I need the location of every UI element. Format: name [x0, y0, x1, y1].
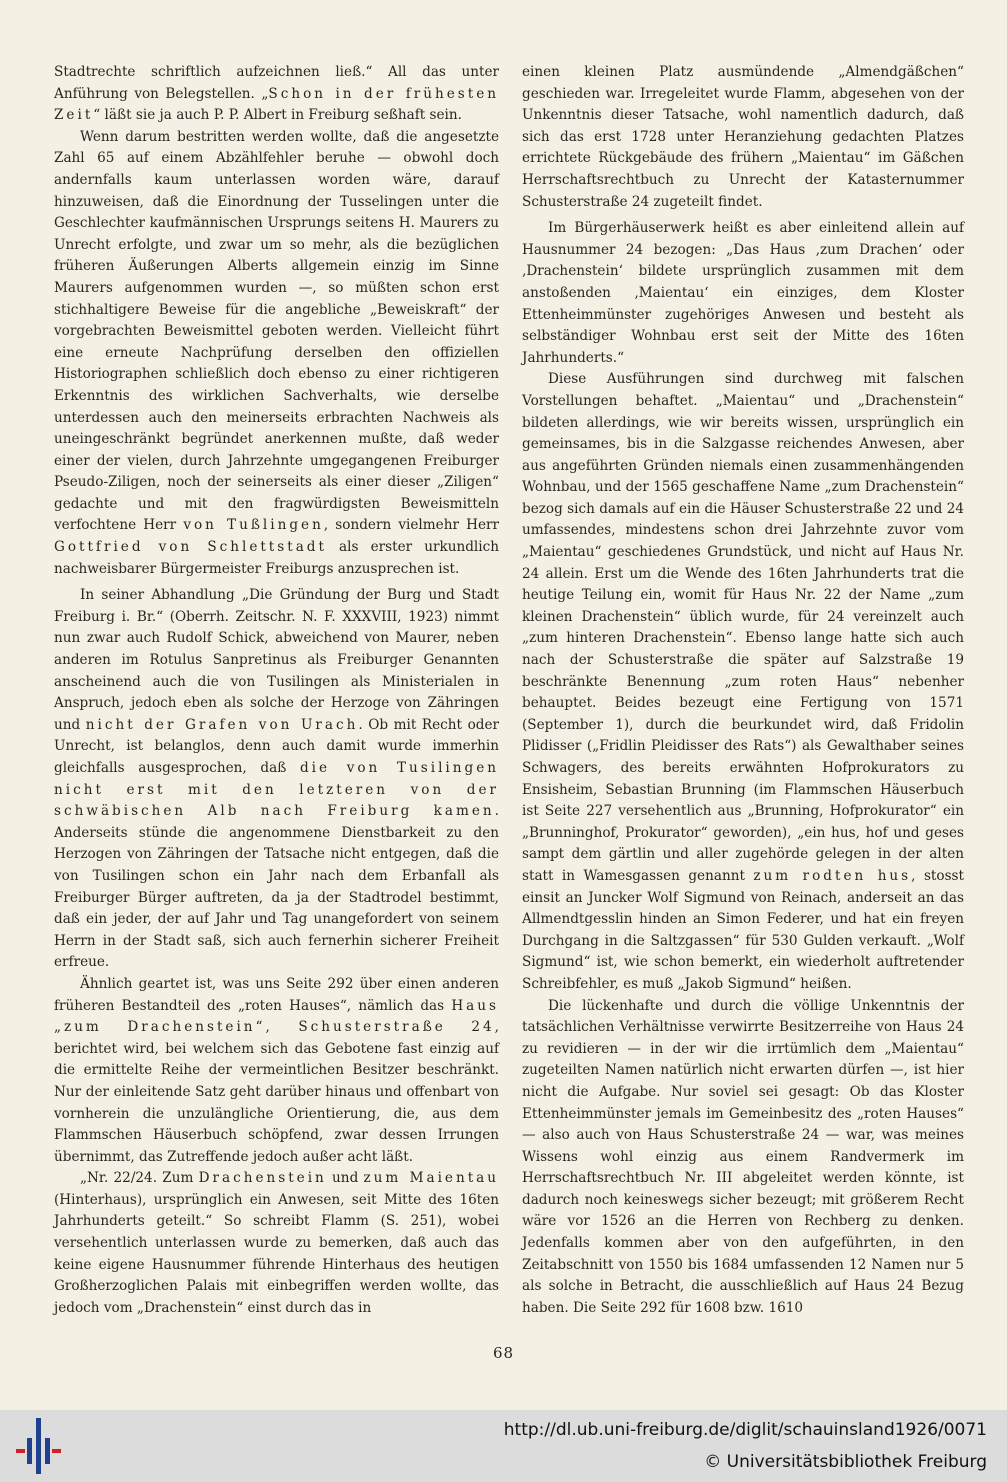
paragraph	[522, 62, 964, 213]
paragraph-text: In seiner Abhandlung „Die Gründung der Burg und Stadt Freiburg i. Br.“ (Oberrh. Zeitschr. N. F. XXXVIII, 1923) nimmt nun zwar auch Rudolf Schick, abweichend von Maurer, neben anderen im Rotulus Sanpretinus als Freiburger Genannten anscheinend auch die von Tusilingen als Ministerialen in Anspruch, jedoch eben als solche der Herzoge von Zähringen und	[54, 587, 499, 733]
paragraph-text: Stadtrechte schriftlich aufzeichnen ließ.“ All das unter Anführung von Belegstellen. „	[54, 64, 499, 102]
paragraph-text: als erster urkundlich nachweisbarer Bürgermeister Freiburgs anzusprechen ist.	[54, 539, 499, 577]
spaced-emphasis-text: die von Tusilingen nicht erst mit den letzteren von der schwäbischen Alb nach Freiburg kamen	[54, 760, 499, 820]
spaced-emphasis-text: Schon in der frühesten Zeit	[54, 85, 499, 124]
paragraph	[54, 974, 499, 1168]
spaced-emphasis-text: zum rodten hus	[753, 867, 912, 884]
paragraph-text: (Hinterhaus), ursprünglich ein Anwesen, seit Mitte des 16ten Jahrhunderts geteilt.“ So schreibt Flamm (S. 251), wobei versehentlich unterlassen wurde zu bemerken, daß auch das keine eigene Hausnummer führende Hinterhaus des heutigen Großherzoglichen Palais mit einbegriffen werden wollte, das jedoch vom „Drachenstein“ einst durch das in	[54, 1191, 499, 1316]
paragraph-text: “ läßt sie ja auch P. P. Albert in Freiburg seßhaft sein.	[93, 107, 462, 124]
paragraph-text: Wenn darum bestritten werden wollte, daß die angesetzte Zahl 65 auf einem Abzählfehler beruhe — obwohl doch andernfalls kaum unterlassen worden wäre, darauf hinzuweisen, daß die Einordnung der Tusselingen unter die Geschlechter kaufmännischen Ursprungs seitens H. Maurers zu Unrecht erfolgte, und zwar um so mehr, als die bezüglichen früheren Äußerungen Alberts allgemein einzig im Sinne Maurers aufgenommen wurden —, so müßten schon erst stichhaltigere Beweise für die angebliche „Beweiskraft“ der vorgebrachten Beweismittel geboten werden. Vielleicht führt eine erneute Nachprüfung derselben den offiziellen Historiographen schließlich doch ebenso zu einer richtigeren Erkenntnis des wirklichen Sachverhalts, wie derselbe unterdessen auch den meinerseits erbrachten Nachweis als uneingeschränkt begründet anerkennen mußte, daß weder einer der vielen, durch Jahrzehnte umgegangenen Freiburger Pseudo-Ziligen, noch der seinerseits als einer dieser „Ziligen“ gedachte und mit den fragwürdigsten Beweismitteln verfochtene Herr	[54, 128, 499, 534]
spaced-emphasis-text: von Tußlingen	[183, 517, 324, 534]
ub-freiburg-logo-icon	[14, 1418, 64, 1474]
spaced-emphasis-text: nicht der Grafen von Urach	[85, 716, 359, 733]
right-column	[522, 62, 964, 1319]
left-column	[54, 62, 499, 1319]
paragraph-text: . Anderseits stünde die angenommene Dienstbarkeit zu den Herzogen von Zähringen der Tatsache nicht entgegen, daß die von Tusilingen schon ein Jahr nach dem Erbanfall als Freiburger Bürger auftreten, da ja der Stadtrodel bestimmt, daß ein jeder, der auf Jahr und Tag unangefordert von seinem Herrn in der Stadt saß, sich auch fernerhin sicherer Freiheit erfreue.	[54, 803, 499, 971]
paragraph	[522, 996, 964, 1320]
paragraph	[522, 218, 964, 369]
spaced-emphasis-text: Drachenstein	[198, 1170, 327, 1187]
paragraph	[54, 1168, 499, 1319]
paragraph-text: einen kleinen Platz ausmündende „Almendgäßchen“ geschieden war. Irregeleitet wurde Flamm, abgesehen von der Unkenntnis dieser Tatsache, wohl namentlich dadurch, daß sich das erst 1728 unter Heranziehung gedachten Platzes errichtete Rückgebäude des frühern „Maientau“ im Gäßchen Herrschaftsrechtbuch zu Unrecht der Katasternummer Schusterstraße 24 zugeteilt findet.	[522, 64, 964, 210]
viewer-footer	[0, 1410, 1007, 1482]
paragraph-text: Im Bürgerhäuserwerk heißt es aber einleitend allein auf Hausnummer 24 bezogen: „Das Haus ‚zum Drachen‘ oder ‚Drachenstein‘ bildete ursprünglich zusammen mit dem anstoßenden ‚Maientau‘ ein einziges, dem Kloster Ettenheimmünster zugehöriges Anwesen und besteht als selbständiger Wohnbau erst seit der Mitte des 16ten Jahrhunderts.“	[522, 220, 964, 366]
paragraph-text: „Nr. 22/24. Zum	[80, 1170, 199, 1187]
paragraph	[522, 369, 964, 995]
paragraph-text: Ähnlich geartet ist, was uns Seite 292 über einen anderen früheren Bestandteil des „roten Hauses“, nämlich das	[54, 975, 499, 1014]
spaced-emphasis-text: Haus „zum Drachenstein“, Schusterstraße 24	[54, 997, 499, 1036]
paragraph-text: Diese Ausführungen sind durchweg mit falschen Vorstellungen behaftet. „Maientau“ und „Drachenstein“ bildeten allerdings, wie wir bereits wissen, ursprünglich ein gemeinsames, bis in die Salzgasse reichendes Anwesen, aber aus angeführten Gründen niemals einen zusammenhängenden Wohnbau, und der 1565 geschaffene Name „zum Drachenstein“ bezog sich damals auf ein die Häuser Schusterstraße 22 und 24 umfassendes, mindestens schon drei Jahrzehnte zuvor vom „Maientau“ geschiedenes Grundstück, und nicht auf Haus Nr. 24 allein. Erst um die Wende des 16ten Jahrhunderts trat die heutige Teilung ein, womit für Haus Nr. 22 der Name „zum kleinen Drachenstein“ üblich wurde, für 24 vereinzelt auch „zum hinteren Drachenstein“. Ebenso lange hatte sich auch nach der Schusterstraße die später auf Salzstraße 19 beschränkte Benennung „zum roten Haus“ nebenher behauptet. Beides bezeugt eine Fertigung von 1571 (September 1), durch die beurkundet wird, daß Fridolin Plidisser („Fridlin Pleidisser des Rats“) als Gewalthaber seines Schwagers, des bereits erwähnten Hofprokurators zu Ensisheim, Sebastian Brunning (im Flammschen Häuserbuch ist Seite 227 versehentlich aus „Brunning, Hofprokurator“ ein „Brunninghof, Prokurator“ geworden), „ein hus, hof und geses sampt dem gärtlin und aller zugehörde gelegen in der alten statt in Wamesgassen genannt	[522, 371, 964, 884]
paragraph-text: . Ob mit Recht oder Unrecht, ist belanglos, denn auch damit wurde immerhin gleichfalls ausgesprochen, daß	[54, 716, 499, 776]
paragraph-text: Die lückenhafte und durch die völlige Unkenntnis der tatsächlichen Verhältnisse verwirrte Besitzerreihe von Haus 24 zu revidieren — in der wir die irrtümlich dem „Maientau“ zugeteilten Namen natürlich nicht erwarten dürfen —, ist hier nicht die Aufgabe. Nur soviel sei gesagt: Ob das Kloster Ettenheimmünster jemals im Gemeinbesitz des „roten Hauses“ — also auch von Haus Schusterstraße 24 — war, was meines Wissens wohl einzig aus einem Randvermerk im Herrschaftsrechtbuch Nr. III abgeleitet werden könnte, ist dadurch noch keineswegs sicher bezeugt; mit größerem Recht wäre vor 1526 an die Herren von Rechberg zu denken. Jedenfalls kommen aber von den aufgeführten, in den Zeitabschnitt von 1550 bis 1684 umfassenden 12 Namen nur 5 als solche in Betracht, die ausschließlich auf Haus 24 Bezug haben. Die Seite 292 für 1608 bzw. 1610	[522, 997, 964, 1316]
paragraph-text: , stosst einsit an Juncker Wolf Sigmund von Reinach, anderseit an das Allmendtgesslin hinden an Simon Federer, und hat ein freyen Durchgang in die Saltzgassen“ für 530 Gulden verkauft. „Wolf Sigmund“ ist, wie schon bemerkt, ein wiederholt auftretender Schreibfehler, es muß „Jakob Sigmund“ heißen.	[522, 867, 964, 992]
copyright-notice: © Universitätsbibliothek Freiburg	[704, 1452, 987, 1472]
paragraph	[54, 127, 499, 580]
paragraph	[54, 585, 499, 974]
paragraph	[54, 62, 499, 127]
spaced-emphasis-text: zum Maientau	[363, 1170, 499, 1187]
spaced-emphasis-text: Gottfried von Schlettstadt	[54, 539, 327, 556]
page-number: 68	[492, 1344, 515, 1362]
paragraph-text: , berichtet wird, bei welchem sich das Gebotene fast einzig auf die ermittelte Reihe der vermeintlichen Besitzer beschränkt. Nur der einleitende Satz geht darüber hinaus und offenbart von vornherein die unzulängliche Orientierung, die, aus dem Flammschen Häuserbuch schöpfend, zwar dessen Irrungen übernimmt, das Zutreffende jedoch außer acht läßt.	[54, 1019, 499, 1165]
source-url-link[interactable]: http://dl.ub.uni-freiburg.de/diglit/schauinsland1926/0071	[503, 1420, 987, 1440]
paragraph-text: und	[326, 1170, 364, 1187]
paragraph-text: , sondern vielmehr Herr	[323, 517, 499, 534]
